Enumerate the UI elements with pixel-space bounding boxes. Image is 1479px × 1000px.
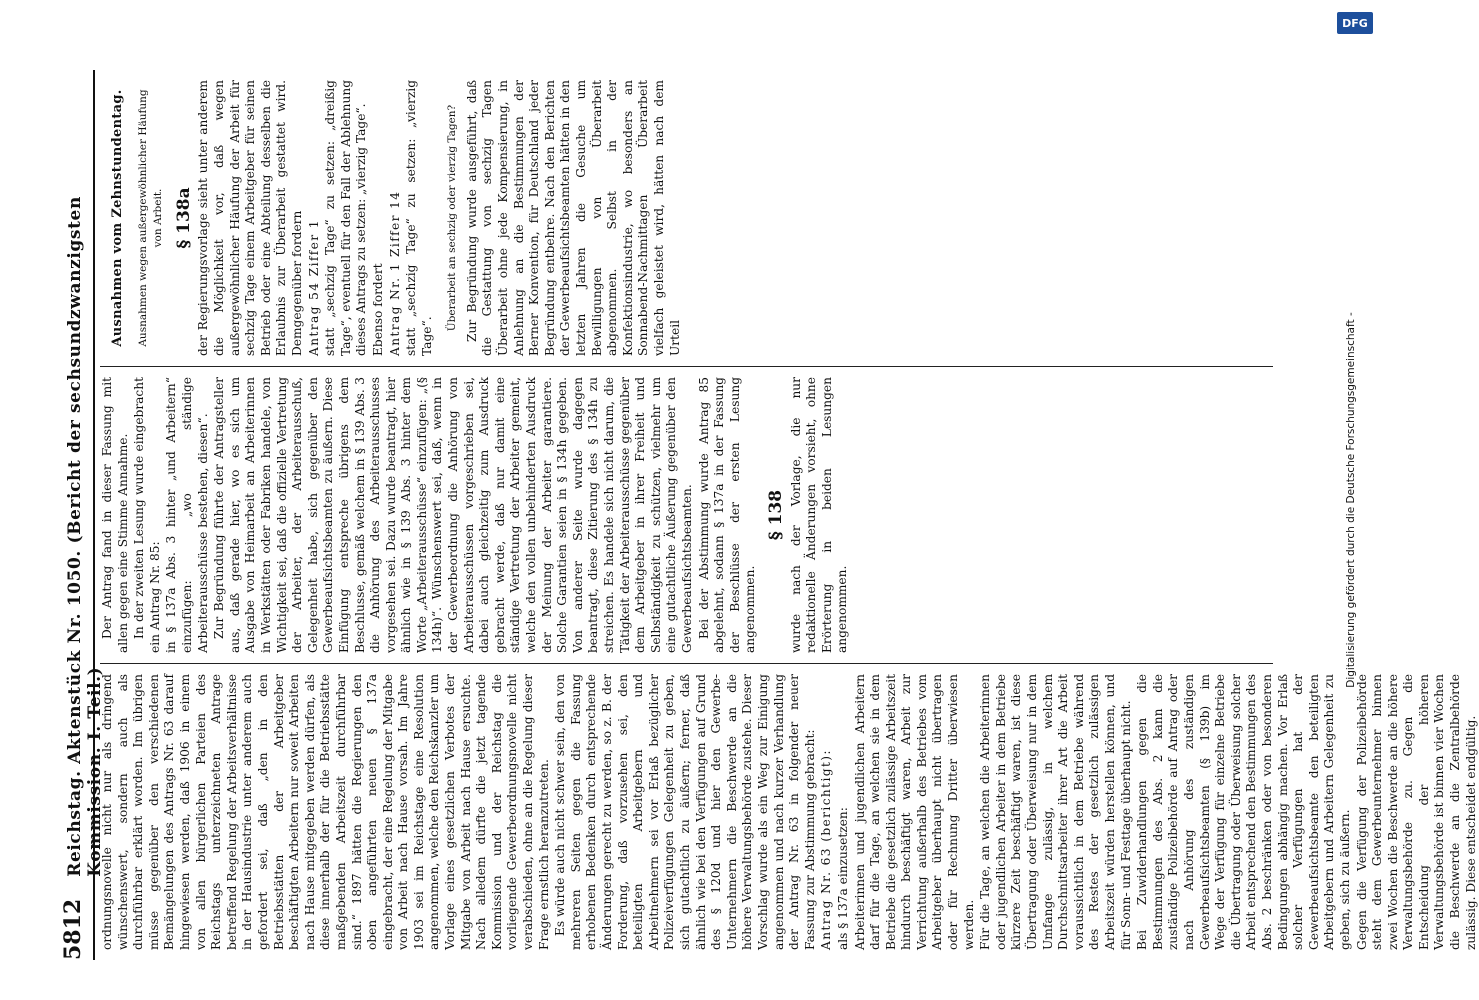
paragraph: In der zweiten Lesung wurde eingebracht ein Antrag Nr. 85: bbox=[132, 377, 162, 653]
paragraph: der Regierungsvorlage sieht unter anderem die Möglichkeit vor, daß wegen außergewöhnlicher Häufung der Arbeit für sechzig Tage einem Arbeitgeber für seinen Betrieb oder eine Abteilung desselben die Erlaubnis zur Überarbeit gestattet wird. Demgegenüber fordern bbox=[196, 80, 304, 356]
paragraph: ordnungsnovelle nicht nur als dringend wünschenswert, sondern auch als durchführbar erklärt worden. Im übrigen müsse gegenüber den verschiedenen Bemängelungen des Antrags Nr. 63 darauf hingewiesen werden, daß 1906 in einem von allen bürgerlichen Parteien des Reichstags unterzeichneten Antrage betreffend Regelung der Arbeitsverhältnisse in der Hausindustrie unter anderem auch gefordert sei, daß „den in den Betriebsstätten der Arbeitgeber beschäftigten Arbeitern nur soweit Arbeiten nach Hause mitgegeben werden dürfen, als diese innerhalb der für die Betriebsstätte maßgebenden Arbeitszeit durchführbar sind.“ 1897 hätten die Regierungen den oben angeführten neuen § 137a eingebracht, der eine Regelung der Mitgabe von Arbeit nach Hause vorsah. Im Jahre 1903 sei im Reichstage eine Resolution angenommen, welche den Reichskanzler um Vorlage eines gesetzlichen Verbotes der Mitgabe von Arbeit nach Hause ersuchte. Nach alledem dürfte die jetzt tagende Kommission und der Reichstag die vorliegende Gewerbeordnungsnovelle nicht verabschieden, ohne an die Regelung dieser Frage ernstlich heranzutreten. bbox=[100, 674, 551, 950]
section-note: Ausnahmen wegen außergewöhnlicher Häufung von Arbeit. bbox=[136, 89, 165, 347]
amendment-label: Antrag Nr. 1 Ziffer 14 bbox=[387, 190, 402, 356]
amendment-text: statt „sechzig Tage“ zu setzen: „vierzig Tage“. bbox=[404, 80, 434, 356]
paragraph: Ebenso fordert bbox=[370, 263, 385, 356]
dfg-logo: DFG bbox=[1337, 12, 1373, 34]
amendment-text: in § 137a Abs. 3 hinter „und Arbeitern“ einzufügen: „wo ständige Arbeiterausschüsse bestehen, diesen“. bbox=[164, 377, 210, 653]
amendment-label: Antrag Nr. 63 (berichtigt): bbox=[819, 749, 834, 950]
paragraph: Zur Begründung wurde ausgeführt, daß die Gestattung von sechzig Tagen Überarbeit ohne jede Kompensierung, in Anlehnung an die Bestimmungen der Berner Konvention, für Deutschland jeder Begründung entbehre. Nach den Berichten der Gewerbeaufsichtsbeamten hätten in den letzten Jahren die Gesuche um Bewilligungen von Überarbeit abgenommen. Selbst in der Konfektionsindustrie, wo besonders an Sonnabend-Nachmittagen Überarbeit vielfach geleistet wird, hätten nach dem Urteil bbox=[464, 80, 682, 356]
paragraph: Es würde auch nicht schwer sein, den von mehreren Seiten gegen die Fassung erhobenen Bedenken durch entsprechende Änderungen gerecht zu werden, so z. B. der Forderung, daß vorzusehen sei, den beteiligten Arbeitgebern und Arbeitnehmern sei vor Erlaß bezüglicher Polizeiverfügungen Gelegenheit zu geben, sich gutachtlich zu äußern; ferner, daß ähnlich wie bei den Verfügungen auf Grund des § 120d und hier den Gewerbe-Unternehmern die Beschwerde an die höhere Verwaltungsbehörde zustehe. Dieser Vorschlag wurde als ein Weg zur Einigung angenommen und nach kurzer Verhandlung der Antrag Nr. 63 in folgender neuer Fassung zur Abstimmung gebracht: bbox=[553, 674, 817, 950]
page-number: 5812 bbox=[60, 898, 86, 960]
running-title: Reichstag. Aktenstück Nr. 1050. (Bericht der sechsundzwanzigsten Kommission. I. Teil.) bbox=[65, 196, 105, 877]
page-header bbox=[60, 110, 105, 960]
column-right bbox=[100, 70, 1273, 367]
header-rule bbox=[93, 70, 95, 960]
credit-text: Digitalisierung gefördert durch die Deutsche Forschungsgemeinschaft - bbox=[1345, 312, 1357, 688]
column-middle bbox=[100, 367, 1273, 664]
paragraph: Zur Begründung führte der Antragsteller aus, daß gerade hier, wo es sich um Ausgabe von Heimarbeit an Arbeiterinnen in Werkstätten oder Fabriken handele, von Wichtigkeit sei, daß die offizielle Vertretung der Arbeiter, der Arbeiterausschuß, Gelegenheit habe, sich gegenüber den Gewerbeaufsichtsbeamten zu äußern. Diese Einfügung entspreche übrigens dem Beschlusse, gemäß welchem in § 139 Abs. 3 die Anhörung des Arbeiterausschusses vorgesehen sei. Dazu wurde beantragt, hier ähnlich wie in § 139 Abs. 3 hinter dem Worte „Arbeiterausschüsse“ einzufügen: „(§ 134h)“. Wünschenswert sei, daß, wenn in der Gewerbeordnung die Anhörung von Arbeiterausschüssen vorgeschrieben sei, dabei auch gleichzeitig zum Ausdruck gebracht werde, daß nur damit eine ständige Vertretung der Arbeiter gemeint, welche den vollen unbehinderten Ausdruck der Meinung der Arbeiter garantiere. Solche Garantien seien in § 134h gegeben. Von anderer Seite wurde dagegen beantragt, diese Zitierung des § 134h zu streichen. Es handele sich nicht darum, die Tätigkeit der Arbeiterausschüsse gegenüber dem Arbeitgeber in ihrer Freiheit und Selbständigkeit zu schützen, vielmehr um eine gutachtliche Äußerung gegenüber den Gewerbeaufsichtsbeamten. bbox=[212, 377, 694, 653]
digitization-credit bbox=[1345, 0, 1357, 1000]
section-heading: § 138 bbox=[765, 489, 786, 541]
amendment-text: Arbeiterinnen und jugendlichen Arbeitern darf für die Tage, an welchen sie in dem Betriebe die gesetzlich zulässige Arbeitszeit hindurch beschäftigt waren, Arbeit zur Verrichtung außerhalb des Betriebes vom Arbeitgeber überhaupt nicht übertragen oder für Rechnung Dritter überwiesen werden. bbox=[852, 674, 976, 950]
amendment-text: Gegen die Verfügung der Polizeibehörde steht dem Gewerbeunternehmer binnen zwei Wochen die Beschwerde an die höhere Verwaltungsbehörde zu. Gegen die Entscheidung der höheren Verwaltungsbehörde ist binnen vier Wochen die Beschwerde an die Zentralbehörde zulässig. Diese entscheidet endgültig. bbox=[1354, 674, 1478, 950]
section-heading: § 138a bbox=[173, 187, 194, 249]
section-subheading: Ausnahmen vom Zehnstundentag. bbox=[110, 89, 125, 347]
amendment-label: Antrag 54 Ziffer 1 bbox=[306, 219, 321, 356]
paragraph: wurde nach der Vorlage, die nur redaktionelle Änderungen vorsieht, ohne Erörterung in beiden Lesungen angenommen. bbox=[788, 377, 850, 653]
amendment-text: Für die Tage, an welchen die Arbeiterinnen oder jugendlichen Arbeiter in dem Betriebe kürzere Zeit beschäftigt waren, ist diese Übertragung oder Überweisung nur in dem Umfange zulässig, in welchem Durchschnittsarbeiter ihrer Art die Arbeit voraussichtlich in dem Betriebe während des Restes der gesetzlich zulässigen Arbeitszeit würden herstellen können, und für Sonn- und Festtage überhaupt nicht. bbox=[978, 674, 1133, 950]
amendment-instruction: als § 137a einzusetzen: bbox=[835, 807, 850, 950]
amendment-text: Bei Zuwiderhandlungen gegen die Bestimmungen des Abs. 2 kann die zuständige Polizeibehörde auf Antrag oder nach Anhörung des zuständigen Gewerbeaufsichtsbeamten (§ 139b) im Wege der Verfügung für einzelne Betriebe die Übertragung oder Überweisung solcher Arbeit entsprechend den Bestimmungen des Abs. 2 beschränken oder von besonderen Bedingungen abhängig machen. Vor Erlaß solcher Verfügungen hat der Gewerbeaufsichtsbeamte den beteiligten Arbeitgebern und Arbeitern Gelegenheit zu geben, sich zu äußern. bbox=[1135, 674, 1352, 950]
paragraph: Bei der Abstimmung wurde Antrag 85 abgelehnt, sodann § 137a in der Fassung der Beschlüsse der ersten Lesung angenommen. bbox=[696, 377, 758, 653]
section-note: Überarbeit an sechzig oder vierzig Tagen? bbox=[446, 104, 459, 332]
column-left bbox=[100, 664, 1478, 960]
paragraph: Der Antrag fand in dieser Fassung mit allen gegen eine Stimme Annahme. bbox=[100, 377, 130, 653]
amendment-text: statt „sechzig Tage“ zu setzen: „dreißig Tage“, eventuell für den Fall der Ablehnung dieses Antrags zu setzen: „vierzig Tage“. bbox=[323, 80, 369, 356]
